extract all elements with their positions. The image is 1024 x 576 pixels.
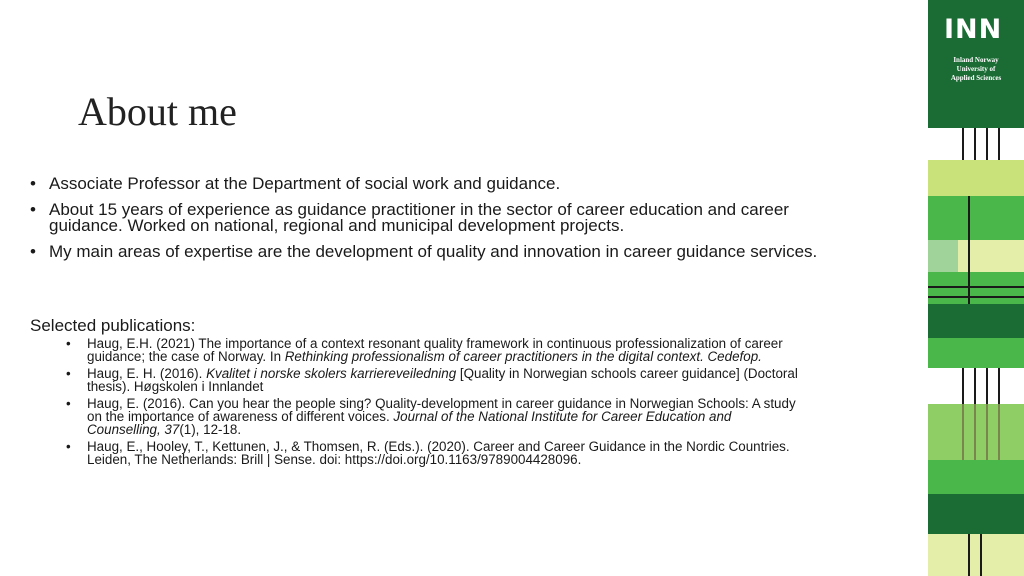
pattern-line: [962, 128, 964, 160]
pattern-line: [928, 296, 1024, 298]
pattern-block: [928, 460, 1024, 494]
pattern-block: [928, 368, 1024, 404]
pattern-block: [928, 534, 1024, 576]
publications-heading: Selected publications:: [30, 316, 196, 335]
slide-title: About me: [78, 89, 237, 134]
bullet-list: [30, 176, 820, 269]
pattern-block: [928, 404, 1024, 460]
pattern-block: [928, 304, 1024, 338]
brand-pattern-band: [928, 0, 1024, 576]
pattern-block: [928, 196, 1024, 240]
pattern-line: [986, 128, 988, 160]
pattern-line: [980, 534, 982, 576]
publication-item: • Haug, E.H. (2021) The importance of a context resonant quality framework in continuous professionalization of career guidance; the case of Norway. In Rethinking professionalism of career practitioners in the digital context. Cedefop.: [66, 338, 806, 363]
publication-item: • Haug, E. H. (2016). Kvalitet i norske skolers karriereveiledning [Quality in Norwegian schools career guidance] (Doctoral thesis). Høgskolen i Innlandet: [66, 368, 806, 393]
publications-list: [66, 338, 806, 471]
pattern-block: [928, 240, 958, 272]
pattern-line: [928, 286, 1024, 288]
publication-item: • Haug, E., Hooley, T., Kettunen, J., & Thomsen, R. (Eds.). (2020). Career and Career Guidance in the Nordic Countries. Leiden, The Netherlands: Brill | Sense. doi: https://doi.org/10.1163/9789004428096.: [66, 441, 806, 466]
pattern-block: [928, 338, 1024, 368]
pattern-line: [974, 128, 976, 160]
logo-mark: INN: [944, 14, 1003, 45]
logo-text-line: University of: [956, 65, 996, 73]
pattern-line: [998, 128, 1000, 160]
pattern-block: [928, 494, 1024, 534]
inn-logo: [928, 0, 1024, 128]
logo-text-line: Applied Sciences: [950, 74, 1002, 82]
publication-item: • Haug, E. (2016). Can you hear the people sing? Quality-development in career guidance in Norwegian Schools: A study on the importance of awareness of different voices. Journal of the National Institute for Career Education and Counselling, 37(1), 12-18.: [66, 398, 806, 436]
logo-text-line: Inland Norway: [953, 56, 999, 64]
bullet-item: • Associate Professor at the Department of social work and guidance.: [30, 176, 820, 193]
bullet-item: • My main areas of expertise are the development of quality and innovation in career guidance services.: [30, 244, 820, 261]
bullet-item: • About 15 years of experience as guidance practitioner in the sector of career education and career guidance. Worked on national, regional and municipal development projects.: [30, 202, 820, 235]
pattern-line: [968, 534, 970, 576]
pattern-block: [928, 160, 1024, 196]
pattern-block: [928, 128, 1024, 160]
